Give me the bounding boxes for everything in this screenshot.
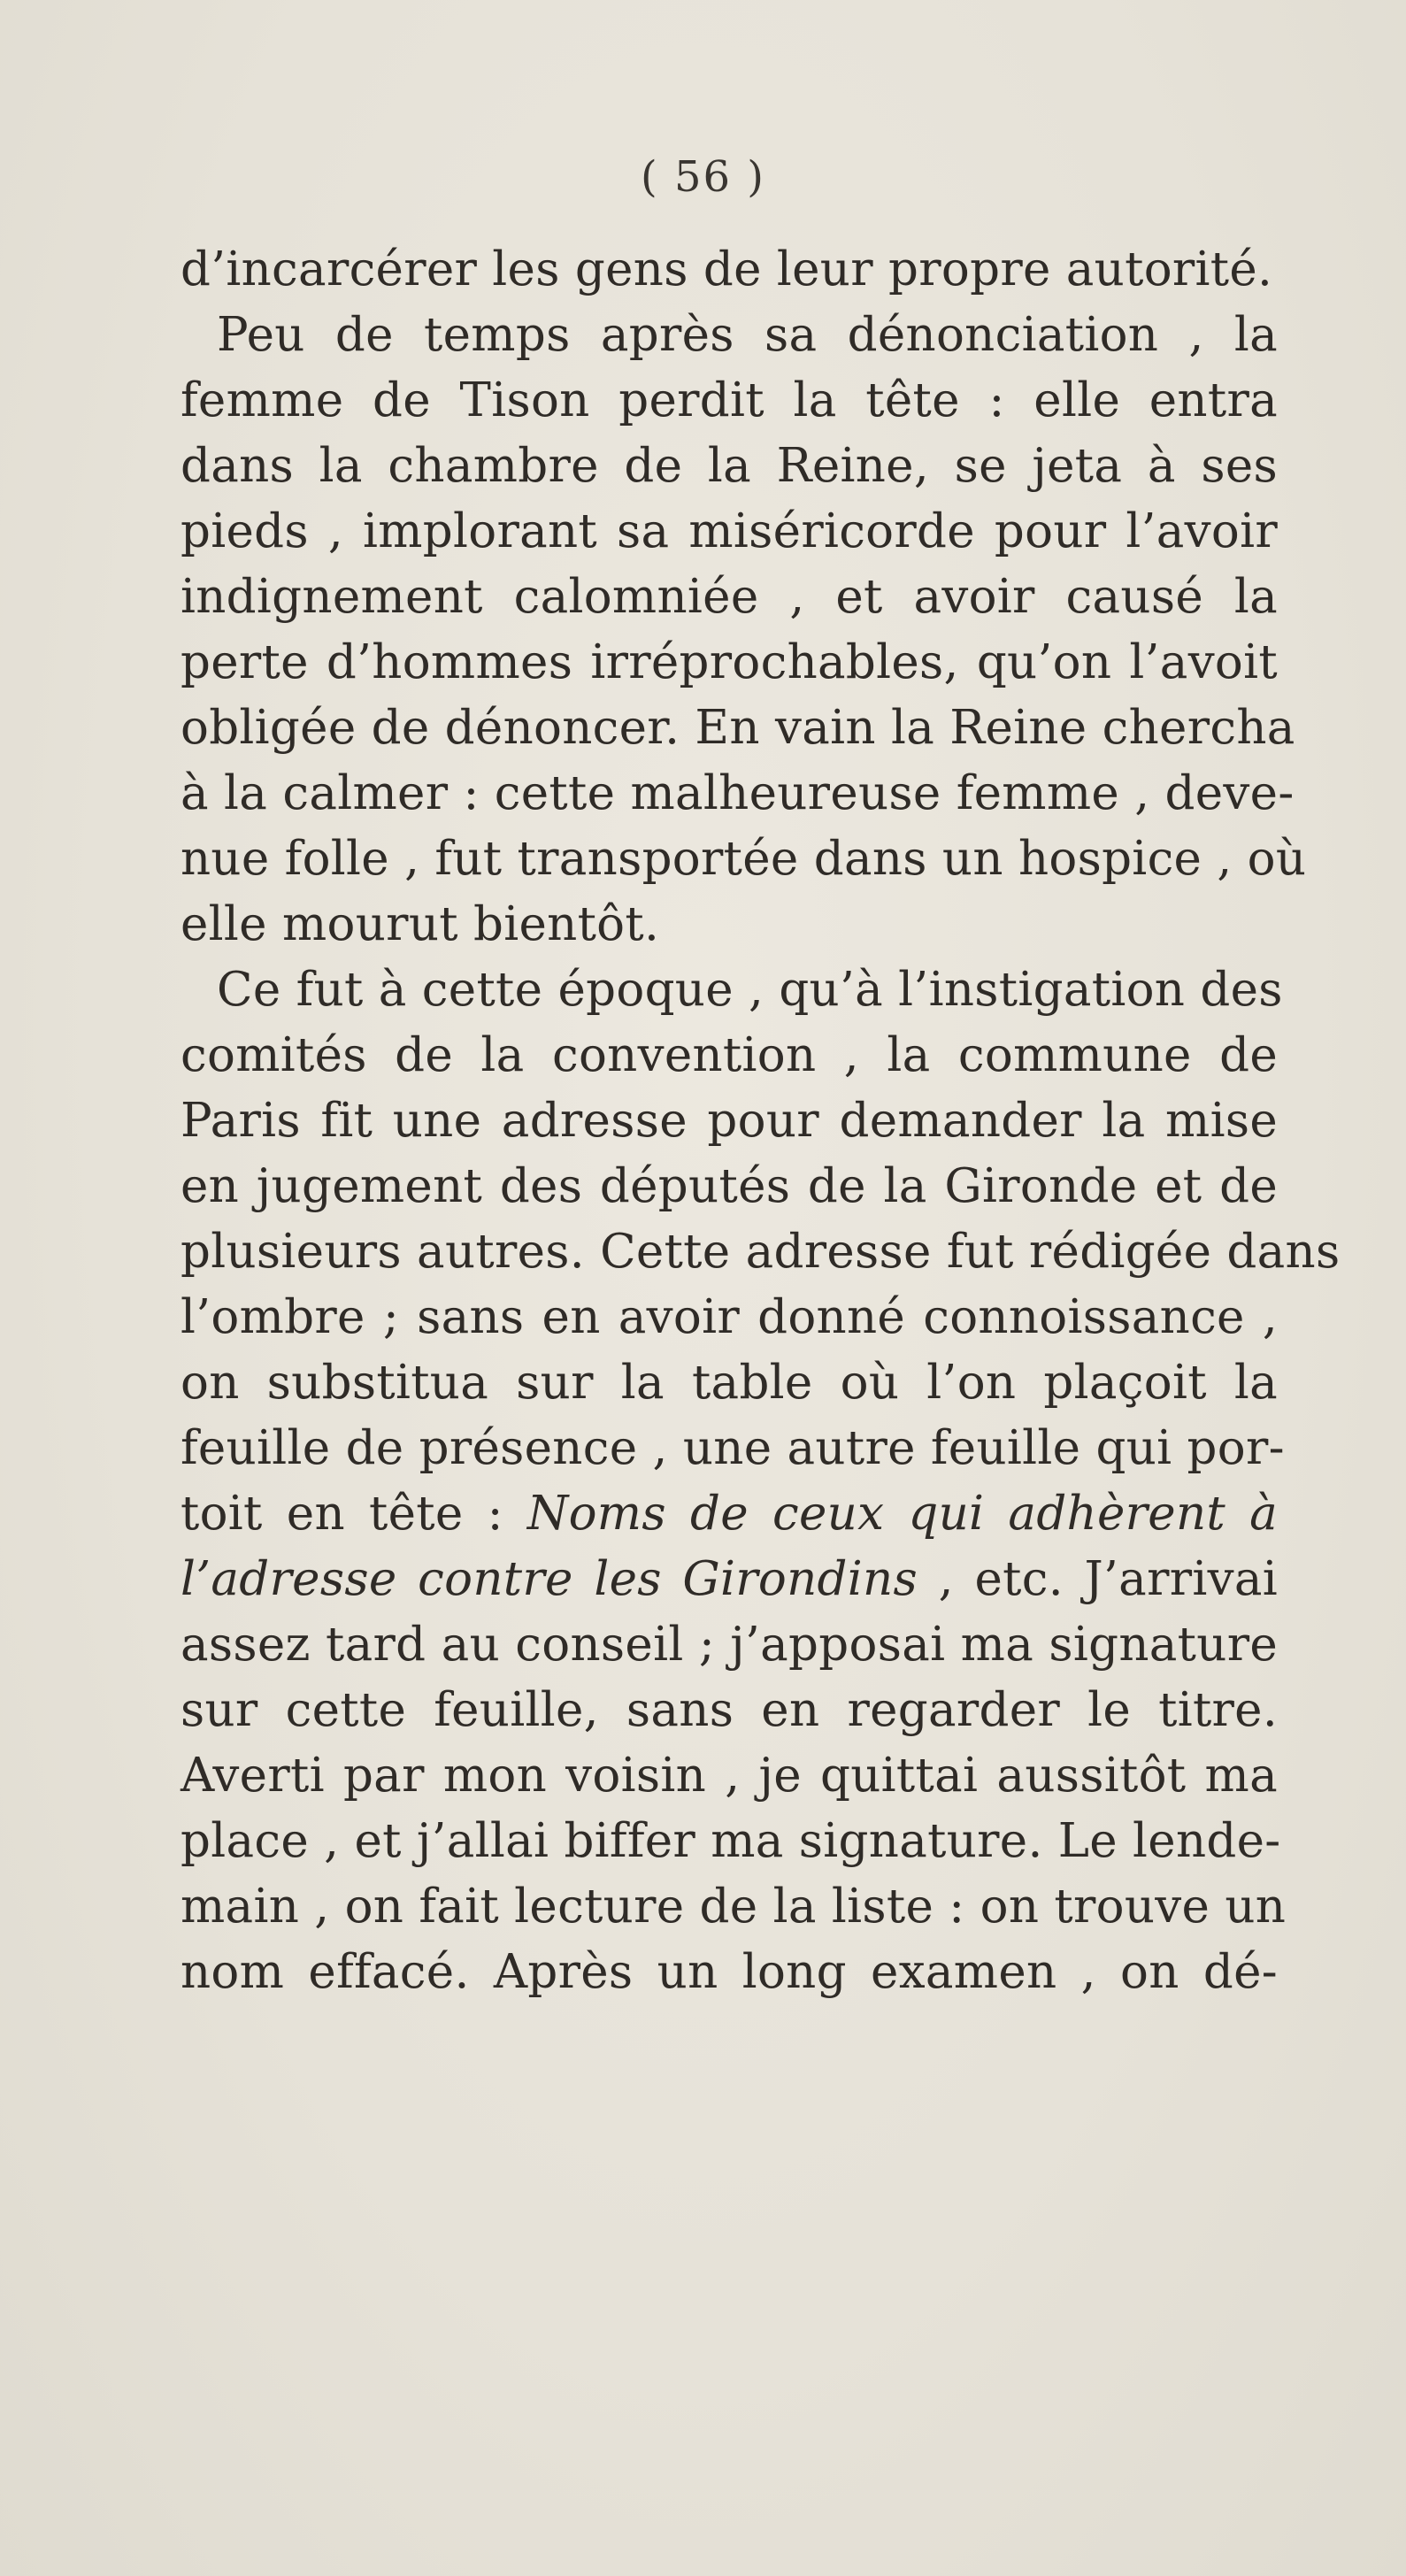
text-line: nue folle , fut transportée dans un hospice , où — [181, 832, 1307, 886]
text-line — [181, 1481, 1278, 1547]
text-line: Paris fit une adresse pour demander la mise — [181, 1094, 1278, 1148]
text-line: Averti par mon voisin , je quittai aussitôt ma — [181, 1749, 1278, 1803]
text-line: comités de la convention , la commune de — [181, 1028, 1278, 1082]
italic-title-segment: l’adresse contre les Girondins — [181, 1552, 918, 1606]
text-line: pieds , implorant sa miséricorde pour l’avoir — [181, 504, 1278, 558]
text-line: nom effacé. Après un long examen , on dé- — [181, 1945, 1278, 1999]
text-line: dans la chambre de la Reine, se jeta à ses — [181, 439, 1278, 493]
text-line: on substitua sur la table où l’on plaçoit la — [181, 1356, 1278, 1410]
text-line: l’ombre ; sans en avoir donné connoissance , — [181, 1290, 1278, 1344]
text-line: femme de Tison perdit la tête : elle entra — [181, 373, 1278, 427]
text-line: sur cette feuille, sans en regarder le titre. — [181, 1683, 1278, 1737]
text-line: à la calmer : cette malheureuse femme , deve- — [181, 766, 1295, 820]
page-number: ( 56 ) — [640, 152, 766, 202]
text-line: main , on fait lecture de la liste : on trouve un — [181, 1880, 1287, 1934]
text-line: Ce fut à cette époque , qu’à l’instigation des — [217, 963, 1283, 1017]
text-line: feuille de présence , une autre feuille qui por- — [181, 1421, 1285, 1475]
text-line: plusieurs autres. Cette adresse fut rédigée dans — [181, 1225, 1341, 1279]
text-line: perte d’hommes irréprochables, qu’on l’avoit — [181, 635, 1278, 689]
text-line: indignement calomniée , et avoir causé la — [181, 570, 1278, 624]
text-line — [181, 1547, 1278, 1612]
italic-title-segment: Noms de ceux qui adhèrent à — [526, 1487, 1278, 1541]
text-line: elle mourut bientôt. — [181, 897, 660, 951]
text-line: obligée de dénoncer. En vain la Reine chercha — [181, 701, 1295, 755]
text-segment: toit en tête : — [181, 1487, 527, 1541]
text-line: Peu de temps après sa dénonciation , la — [217, 308, 1278, 362]
text-segment: , etc. J’arrivai — [917, 1552, 1278, 1606]
text-line: assez tard au conseil ; j’apposai ma signature — [181, 1618, 1278, 1672]
text-line: place , et j’allai biffer ma signature. Le lende- — [181, 1814, 1281, 1868]
text-line: d’incarcérer les gens de leur propre autorité. — [181, 242, 1273, 296]
text-line: en jugement des députés de la Gironde et de — [181, 1159, 1278, 1213]
